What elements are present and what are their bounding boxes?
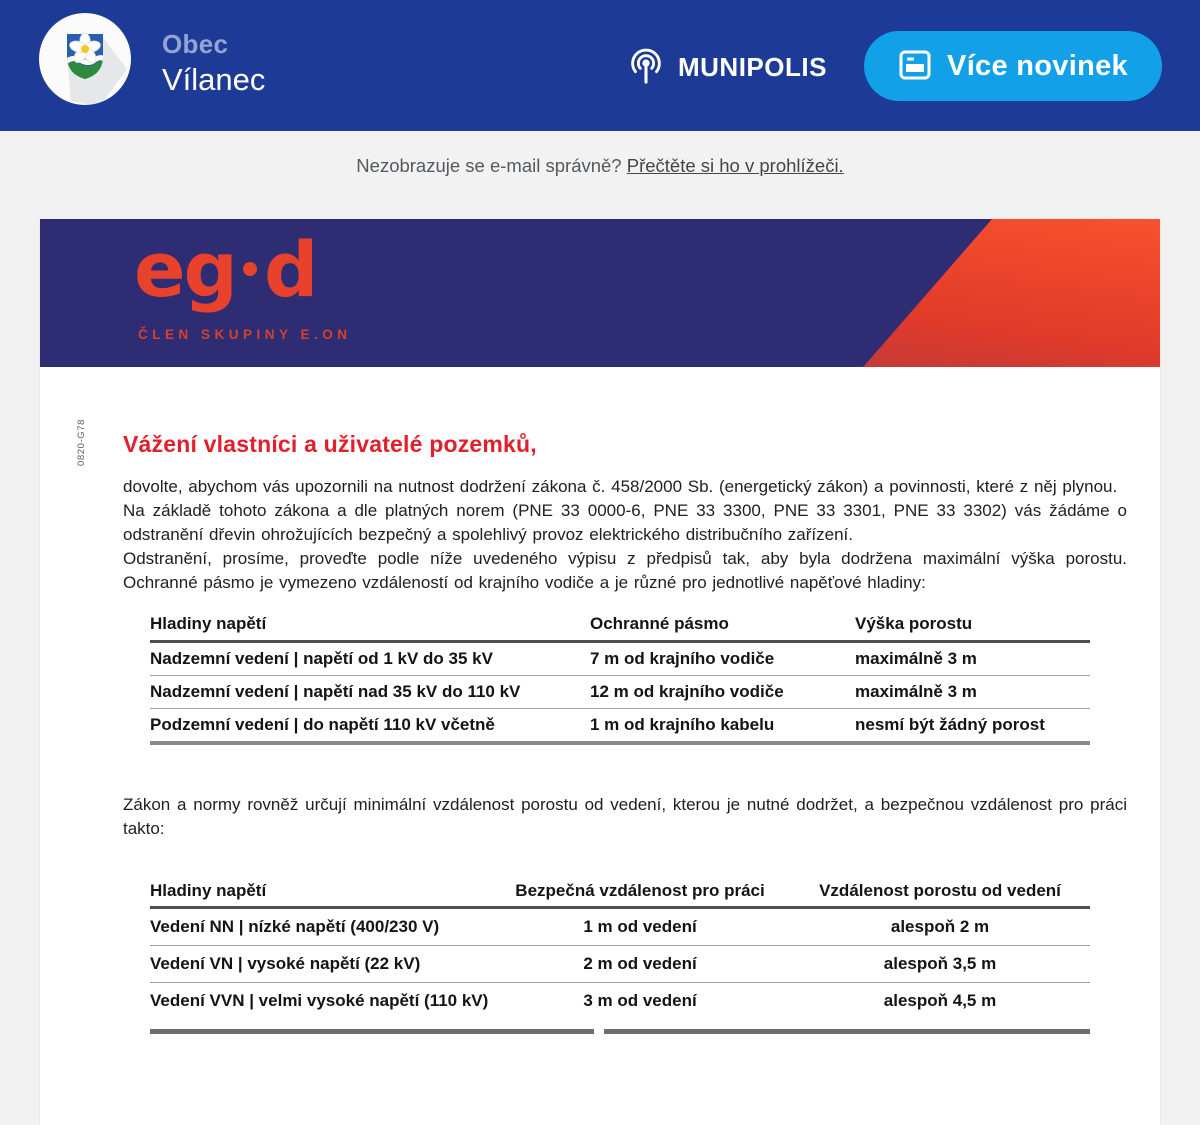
table-cell: 2 m od vedení xyxy=(490,946,790,983)
table-cell: 3 m od vedení xyxy=(583,991,697,1010)
document-heading: Vážení vlastníci a uživatelé pozemků, xyxy=(123,431,537,457)
org-type-label: Obec xyxy=(162,29,229,59)
form-code-vertical: 0820-G78 xyxy=(76,418,87,466)
table-header-row xyxy=(150,879,1090,908)
table-cell: alespoň 3,5 m xyxy=(790,946,1090,983)
table-cell: 12 m od krajního vodiče xyxy=(590,676,855,709)
table-cell: Nadzemní vedení | napětí nad 35 kV do 110 kV xyxy=(150,676,590,709)
table-row xyxy=(150,946,1090,983)
column-header: Výška porostu xyxy=(855,612,1090,642)
table-cell: alespoň 4,5 m xyxy=(883,991,997,1010)
column-header: Hladiny napětí xyxy=(150,612,590,642)
egd-logo: eg d xyxy=(134,225,317,314)
munipolis-wordmark: MUNIPOLIS xyxy=(678,52,827,82)
paragraph: Zákon a normy rovněž určují minimální vzdálenost porostu od vedení, kterou je nutné dodržet, a bezpečnou vzdálenost pro práci takto: xyxy=(123,795,1127,838)
more-news-label: Více novinek xyxy=(947,49,1128,82)
table-cell: Vedení VN | vysoké napětí (22 kV) xyxy=(150,946,490,983)
table-cell: Nadzemní vedení | napětí od 1 kV do 35 kV xyxy=(150,642,590,676)
table-row xyxy=(150,642,1090,676)
table-row xyxy=(150,983,1090,1020)
safe-distance-table xyxy=(150,879,1090,1019)
table-header-row xyxy=(150,612,1090,642)
table-cell: maximálně 3 m xyxy=(855,676,1090,709)
table-row xyxy=(150,908,1090,946)
column-header: Vzdálenost porostu od vedení xyxy=(790,879,1090,908)
broadcast-icon xyxy=(625,44,667,91)
table-bottom-rule xyxy=(150,1029,1090,1034)
paragraph: Odstranění, prosíme, proveďte podle níže uvedeného výpisu z předpisů tak, aby byla dodržena maximální výška porostu. Ochranné pásmo je vymezeno vzdáleností od krajního vodiče a je různé pro jednotlivé napěťové hladiny: xyxy=(123,549,1127,592)
view-in-browser-link[interactable]: Přečtěte si ho v prohlížeči. xyxy=(626,155,844,176)
paragraph: Na základě tohoto zákona a dle platných norem (PNE 33 0000-6, PNE 33 3300, PNE 33 3301, PNE 33 3302) vás žádáme o odstranění dřevin ohrožujících bezpečný a spolehlivý provoz elektrického distribučního zařízení. xyxy=(123,501,1127,544)
table-cell: nesmí být žádný porost xyxy=(855,709,1090,744)
app-header xyxy=(0,0,1200,131)
org-name-label: Vílanec xyxy=(162,61,266,97)
column-header: Hladiny napětí xyxy=(150,879,490,908)
munipolis-logo[interactable] xyxy=(625,44,827,91)
egd-logo-dot xyxy=(243,262,257,276)
table-cell: alespoň 2 m xyxy=(790,908,1090,946)
table-cell: maximálně 3 m xyxy=(855,642,1090,676)
table-cell: Vedení NN | nízké napětí (400/230 V) xyxy=(150,908,490,946)
table-cell: Podzemní vedení | do napětí 110 kV včetně xyxy=(150,709,590,744)
view-in-browser-bar xyxy=(0,131,1200,219)
egd-brand-banner xyxy=(40,219,1160,367)
table-cell: Vedení VVN | velmi vysoké napětí (110 kV) xyxy=(150,991,489,1010)
table-row xyxy=(150,709,1090,744)
table-row xyxy=(150,676,1090,709)
organization-name-block xyxy=(162,30,265,98)
protection-zone-table xyxy=(150,612,1090,745)
egd-notice-document xyxy=(40,219,1160,1125)
more-news-button[interactable] xyxy=(864,31,1162,101)
newspaper-icon xyxy=(898,48,932,85)
egd-tagline: ČLEN SKUPINY E.ON xyxy=(138,327,352,342)
view-in-browser-text: Nezobrazuje se e-mail správně? xyxy=(356,155,622,176)
table-cell: 1 m od vedení xyxy=(490,908,790,946)
column-header: Ochranné pásmo xyxy=(590,612,855,642)
column-header: Bezpečná vzdálenost pro práci xyxy=(490,879,790,908)
document-body xyxy=(40,431,1160,1034)
table-cell: 7 m od krajního vodiče xyxy=(590,642,855,676)
paragraph: dovolte, abychom vás upozornili na nutnost dodržení zákona č. 458/2000 Sb. (energetický zákon) a povinnosti, které z něj plynou. xyxy=(123,477,1118,496)
table-cell: 1 m od krajního kabelu xyxy=(590,709,855,744)
municipality-coat-of-arms-logo xyxy=(37,11,133,107)
